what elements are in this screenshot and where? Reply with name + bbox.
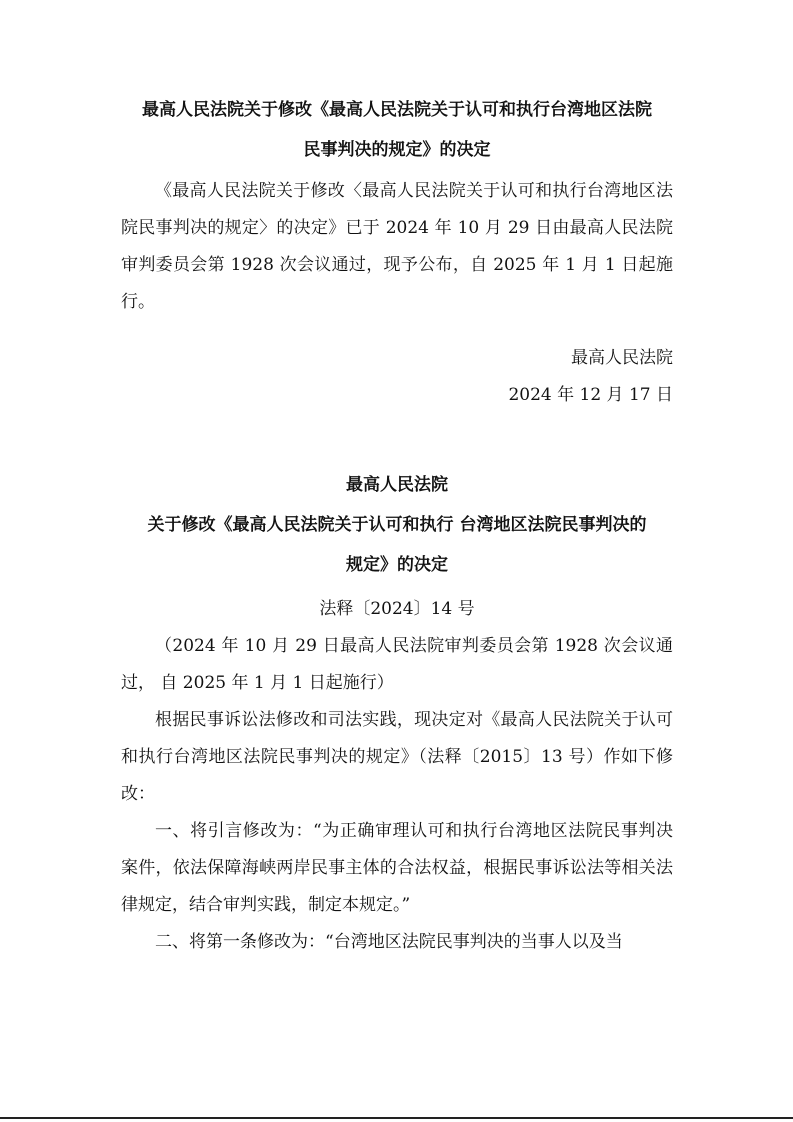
announcement-signature: 最高人民法院 (571, 348, 673, 368)
decision-title-line2: 规定》的决定 (346, 555, 448, 575)
decision-adoption-note: （2024 年 10 月 29 日最高人民法院审判委员会第 1928 次会议通过， 自 2025 年 1 月 1 日起施行） (121, 636, 673, 693)
page-bottom-rule (0, 1117, 793, 1119)
decision-doc-number: 法释〔2024〕14 号 (319, 599, 475, 619)
announcement-paragraph: 《最高人民法院关于修改〈最高人民法院关于认可和执行台湾地区法院民事判决的规定〉的决定》已于 2024 年 10 月 29 日由最高人民法院审判委员会第 1928 次会议通过，现予公布，自 2025 年 1 月 1 日起施行。 (121, 181, 673, 312)
announcement-body (121, 173, 673, 321)
decision-item-1: 一、将引言修改为：“为正确审理认可和执行台湾地区法院民事判决案件，依法保障海峡两岸民事主体的合法权益，根据民事诉讼法等相关法律规定，结合审判实践，制定本规定。” (121, 821, 673, 915)
announcement-title (121, 90, 673, 170)
announcement-title-line2: 民事判决的规定》的决定 (303, 140, 491, 160)
decision-preamble: 根据民事诉讼法修改和司法实践，现决定对《最高人民法院关于认可和执行台湾地区法院民事判决的规定》（法释〔2015〕13 号）作如下修改： (121, 710, 673, 804)
decision-item-2: 二、将第一条修改为：“台湾地区法院民事判决的当事人以及当 (155, 932, 623, 952)
announcement-title-line1: 最高人民法院关于修改《最高人民法院关于认可和执行台湾地区法院 (142, 100, 652, 120)
decision-body (121, 591, 673, 961)
decision-issuer: 最高人民法院 (346, 475, 448, 495)
announcement-date: 2024 年 12 月 17 日 (508, 385, 673, 405)
decision-heading (121, 465, 673, 585)
decision-title-line1: 关于修改《最高人民法院关于认可和执行 台湾地区法院民事判决的 (147, 515, 647, 535)
announcement-signature-block (121, 340, 673, 414)
